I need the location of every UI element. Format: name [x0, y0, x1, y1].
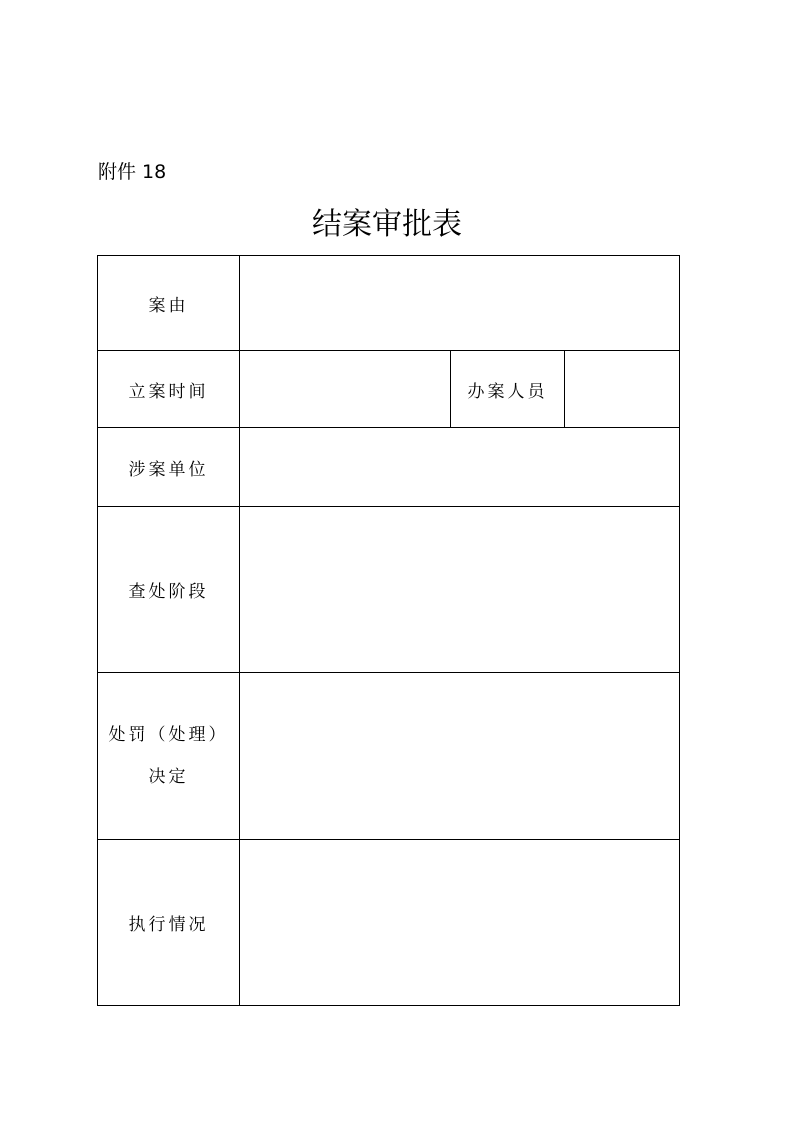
case-cause-label: 案由	[98, 256, 240, 351]
filing-time-field[interactable]	[240, 351, 451, 428]
row-involved-unit	[98, 428, 680, 507]
row-case-cause	[98, 256, 680, 351]
involved-unit-field[interactable]	[240, 428, 680, 507]
row-penalty-decision	[98, 673, 680, 840]
handler-field[interactable]	[565, 351, 680, 428]
row-investigation-stage	[98, 507, 680, 673]
investigation-stage-field[interactable]	[240, 507, 680, 673]
case-cause-field[interactable]	[240, 256, 680, 351]
handler-label: 办案人员	[451, 351, 565, 428]
penalty-decision-label-line2: 决定	[148, 767, 189, 787]
row-filing-time	[98, 351, 680, 428]
penalty-decision-field[interactable]	[240, 673, 680, 840]
case-closing-approval-table	[97, 255, 680, 1006]
execution-status-field[interactable]	[240, 840, 680, 1006]
penalty-decision-label-line1: 处罚（处理）	[108, 725, 229, 745]
document-title: 结案审批表	[312, 207, 462, 242]
row-execution-status	[98, 840, 680, 1006]
attachment-label: 附件 18	[98, 161, 167, 183]
filing-time-label: 立案时间	[98, 351, 240, 428]
penalty-decision-label	[98, 673, 240, 840]
involved-unit-label: 涉案单位	[98, 428, 240, 507]
investigation-stage-label: 查处阶段	[98, 507, 240, 673]
execution-status-label: 执行情况	[98, 840, 240, 1006]
